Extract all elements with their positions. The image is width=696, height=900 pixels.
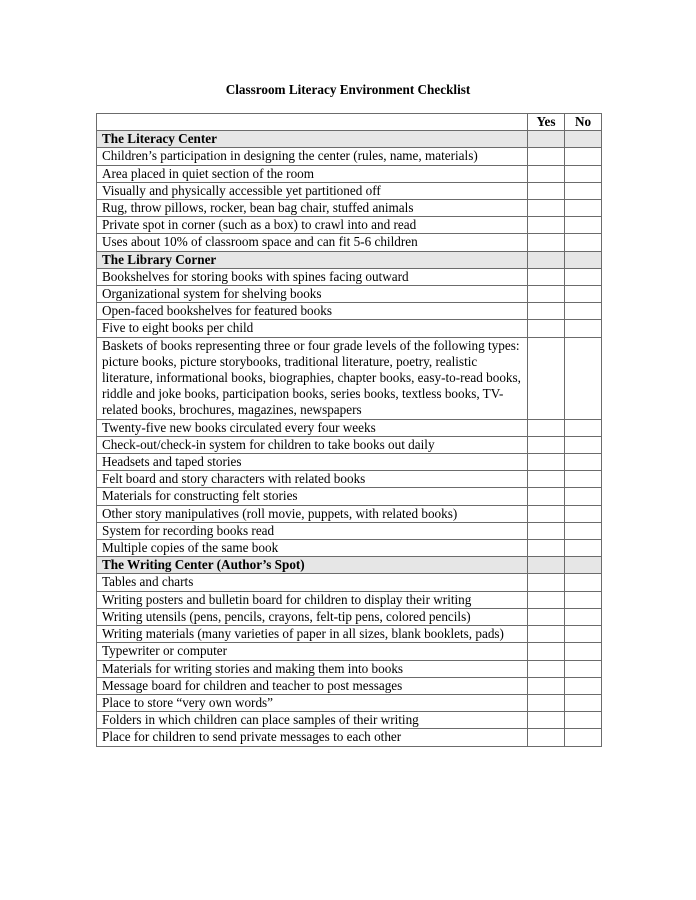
yes-checkbox-cell[interactable] (528, 217, 565, 234)
checklist-row (97, 200, 602, 217)
yes-column-header: Yes (528, 114, 565, 131)
yes-checkbox-cell[interactable] (528, 574, 565, 591)
yes-checkbox-cell[interactable] (528, 505, 565, 522)
yes-checkbox-cell[interactable] (528, 488, 565, 505)
checklist-item-text: Materials for writing stories and making them into books (97, 660, 528, 677)
checklist-item-text: Twenty-five new books circulated every four weeks (97, 419, 528, 436)
checklist-item-text: Bookshelves for storing books with spines facing outward (97, 268, 528, 285)
section-no-cell (565, 131, 602, 148)
checklist-row (97, 712, 602, 729)
checklist-item-text: Baskets of books representing three or four grade levels of the following types: picture books, picture storybooks, traditional literature, poetry, realistic literature, informational books, biographies, chapter books, easy-to-read books, riddle and joke books, participation books, series books, textless books, TV-related books, brochures, magazines, newspapers (97, 337, 528, 419)
checklist-row (97, 574, 602, 591)
no-checkbox-cell[interactable] (565, 660, 602, 677)
checklist-item-text: Visually and physically accessible yet partitioned off (97, 182, 528, 199)
checklist-row (97, 591, 602, 608)
checklist-item-text: Headsets and taped stories (97, 454, 528, 471)
checklist-row (97, 643, 602, 660)
no-checkbox-cell[interactable] (565, 643, 602, 660)
yes-checkbox-cell[interactable] (528, 165, 565, 182)
no-checkbox-cell[interactable] (565, 712, 602, 729)
checklist-row (97, 660, 602, 677)
item-column-header (97, 114, 528, 131)
section-row (97, 131, 602, 148)
checklist-item-text: Place for children to send private messages to each other (97, 729, 528, 746)
yes-checkbox-cell[interactable] (528, 286, 565, 303)
yes-checkbox-cell[interactable] (528, 694, 565, 711)
checklist-row (97, 419, 602, 436)
checklist-row (97, 286, 602, 303)
yes-checkbox-cell[interactable] (528, 677, 565, 694)
checklist-row (97, 337, 602, 419)
checklist-item-text: Other story manipulatives (roll movie, puppets, with related books) (97, 505, 528, 522)
checklist-row (97, 677, 602, 694)
section-row (97, 557, 602, 574)
yes-checkbox-cell[interactable] (528, 436, 565, 453)
no-checkbox-cell[interactable] (565, 217, 602, 234)
checklist-row (97, 148, 602, 165)
section-yes-cell (528, 557, 565, 574)
checklist-table (96, 113, 602, 747)
checklist-row (97, 540, 602, 557)
no-checkbox-cell[interactable] (565, 337, 602, 419)
checklist-row (97, 436, 602, 453)
checklist-item-text: Rug, throw pillows, rocker, bean bag chair, stuffed animals (97, 200, 528, 217)
no-checkbox-cell[interactable] (565, 234, 602, 251)
checklist-row (97, 182, 602, 199)
yes-checkbox-cell[interactable] (528, 200, 565, 217)
yes-checkbox-cell[interactable] (528, 148, 565, 165)
no-checkbox-cell[interactable] (565, 505, 602, 522)
yes-checkbox-cell[interactable] (528, 471, 565, 488)
document-title: Classroom Literacy Environment Checklist (225, 82, 471, 97)
checklist-item-text: Children’s participation in designing the center (rules, name, materials) (97, 148, 528, 165)
checklist-row (97, 488, 602, 505)
no-checkbox-cell[interactable] (565, 677, 602, 694)
checklist-row (97, 694, 602, 711)
yes-checkbox-cell[interactable] (528, 729, 565, 746)
checklist-row (97, 626, 602, 643)
yes-checkbox-cell[interactable] (528, 320, 565, 337)
no-checkbox-cell[interactable] (565, 436, 602, 453)
no-checkbox-cell[interactable] (565, 200, 602, 217)
no-checkbox-cell[interactable] (565, 165, 602, 182)
no-checkbox-cell[interactable] (565, 488, 602, 505)
checklist-item-text: Writing posters and bulletin board for children to display their writing (97, 591, 528, 608)
section-heading: The Literacy Center (97, 131, 528, 148)
yes-checkbox-cell[interactable] (528, 712, 565, 729)
section-heading: The Writing Center (Author’s Spot) (97, 557, 528, 574)
yes-checkbox-cell[interactable] (528, 540, 565, 557)
section-row (97, 251, 602, 268)
yes-checkbox-cell[interactable] (528, 182, 565, 199)
no-checkbox-cell[interactable] (565, 286, 602, 303)
checklist-item-text: System for recording books read (97, 522, 528, 539)
no-checkbox-cell[interactable] (565, 591, 602, 608)
checklist-item-text: Uses about 10% of classroom space and can fit 5-6 children (97, 234, 528, 251)
checklist-row (97, 320, 602, 337)
yes-checkbox-cell[interactable] (528, 608, 565, 625)
no-checkbox-cell[interactable] (565, 540, 602, 557)
checklist-row (97, 608, 602, 625)
no-checkbox-cell[interactable] (565, 729, 602, 746)
checklist-row (97, 268, 602, 285)
section-yes-cell (528, 131, 565, 148)
checklist-row (97, 522, 602, 539)
checklist-item-text: Private spot in corner (such as a box) to crawl into and read (97, 217, 528, 234)
checklist-row (97, 217, 602, 234)
no-checkbox-cell[interactable] (565, 471, 602, 488)
checklist-row (97, 471, 602, 488)
no-checkbox-cell[interactable] (565, 148, 602, 165)
checklist-row (97, 234, 602, 251)
checklist-item-text: Multiple copies of the same book (97, 540, 528, 557)
yes-checkbox-cell[interactable] (528, 643, 565, 660)
no-checkbox-cell[interactable] (565, 574, 602, 591)
checklist-item-text: Writing materials (many varieties of paper in all sizes, blank booklets, pads) (97, 626, 528, 643)
section-heading: The Library Corner (97, 251, 528, 268)
checklist-item-text: Folders in which children can place samples of their writing (97, 712, 528, 729)
yes-checkbox-cell[interactable] (528, 454, 565, 471)
no-checkbox-cell[interactable] (565, 268, 602, 285)
checklist-item-text: Place to store “very own words” (97, 694, 528, 711)
yes-checkbox-cell[interactable] (528, 268, 565, 285)
yes-checkbox-cell[interactable] (528, 591, 565, 608)
checklist-row (97, 505, 602, 522)
no-checkbox-cell[interactable] (565, 608, 602, 625)
yes-checkbox-cell[interactable] (528, 337, 565, 419)
checklist-item-text: Felt board and story characters with related books (97, 471, 528, 488)
no-checkbox-cell[interactable] (565, 694, 602, 711)
section-no-cell (565, 251, 602, 268)
no-checkbox-cell[interactable] (565, 182, 602, 199)
checklist-item-text: Message board for children and teacher to post messages (97, 677, 528, 694)
checklist-item-text: Writing utensils (pens, pencils, crayons, felt-tip pens, colored pencils) (97, 608, 528, 625)
checklist-row (97, 303, 602, 320)
checklist-row (97, 729, 602, 746)
section-no-cell (565, 557, 602, 574)
no-checkbox-cell[interactable] (565, 454, 602, 471)
yes-checkbox-cell[interactable] (528, 660, 565, 677)
checklist-item-text: Area placed in quiet section of the room (97, 165, 528, 182)
no-checkbox-cell[interactable] (565, 522, 602, 539)
no-checkbox-cell[interactable] (565, 303, 602, 320)
checklist-item-text: Typewriter or computer (97, 643, 528, 660)
yes-checkbox-cell[interactable] (528, 419, 565, 436)
section-yes-cell (528, 251, 565, 268)
no-column-header: No (565, 114, 602, 131)
checklist-row (97, 454, 602, 471)
checklist-item-text: Open-faced bookshelves for featured books (97, 303, 528, 320)
yes-checkbox-cell[interactable] (528, 522, 565, 539)
yes-checkbox-cell[interactable] (528, 626, 565, 643)
yes-checkbox-cell[interactable] (528, 234, 565, 251)
checklist-item-text: Materials for constructing felt stories (97, 488, 528, 505)
checklist-item-text: Organizational system for shelving books (97, 286, 528, 303)
header-row (97, 114, 602, 131)
checklist-item-text: Tables and charts (97, 574, 528, 591)
checklist-item-text: Check-out/check-in system for children to take books out daily (97, 436, 528, 453)
checklist-row (97, 165, 602, 182)
no-checkbox-cell[interactable] (565, 419, 602, 436)
no-checkbox-cell[interactable] (565, 626, 602, 643)
yes-checkbox-cell[interactable] (528, 303, 565, 320)
no-checkbox-cell[interactable] (565, 320, 602, 337)
checklist-item-text: Five to eight books per child (97, 320, 528, 337)
